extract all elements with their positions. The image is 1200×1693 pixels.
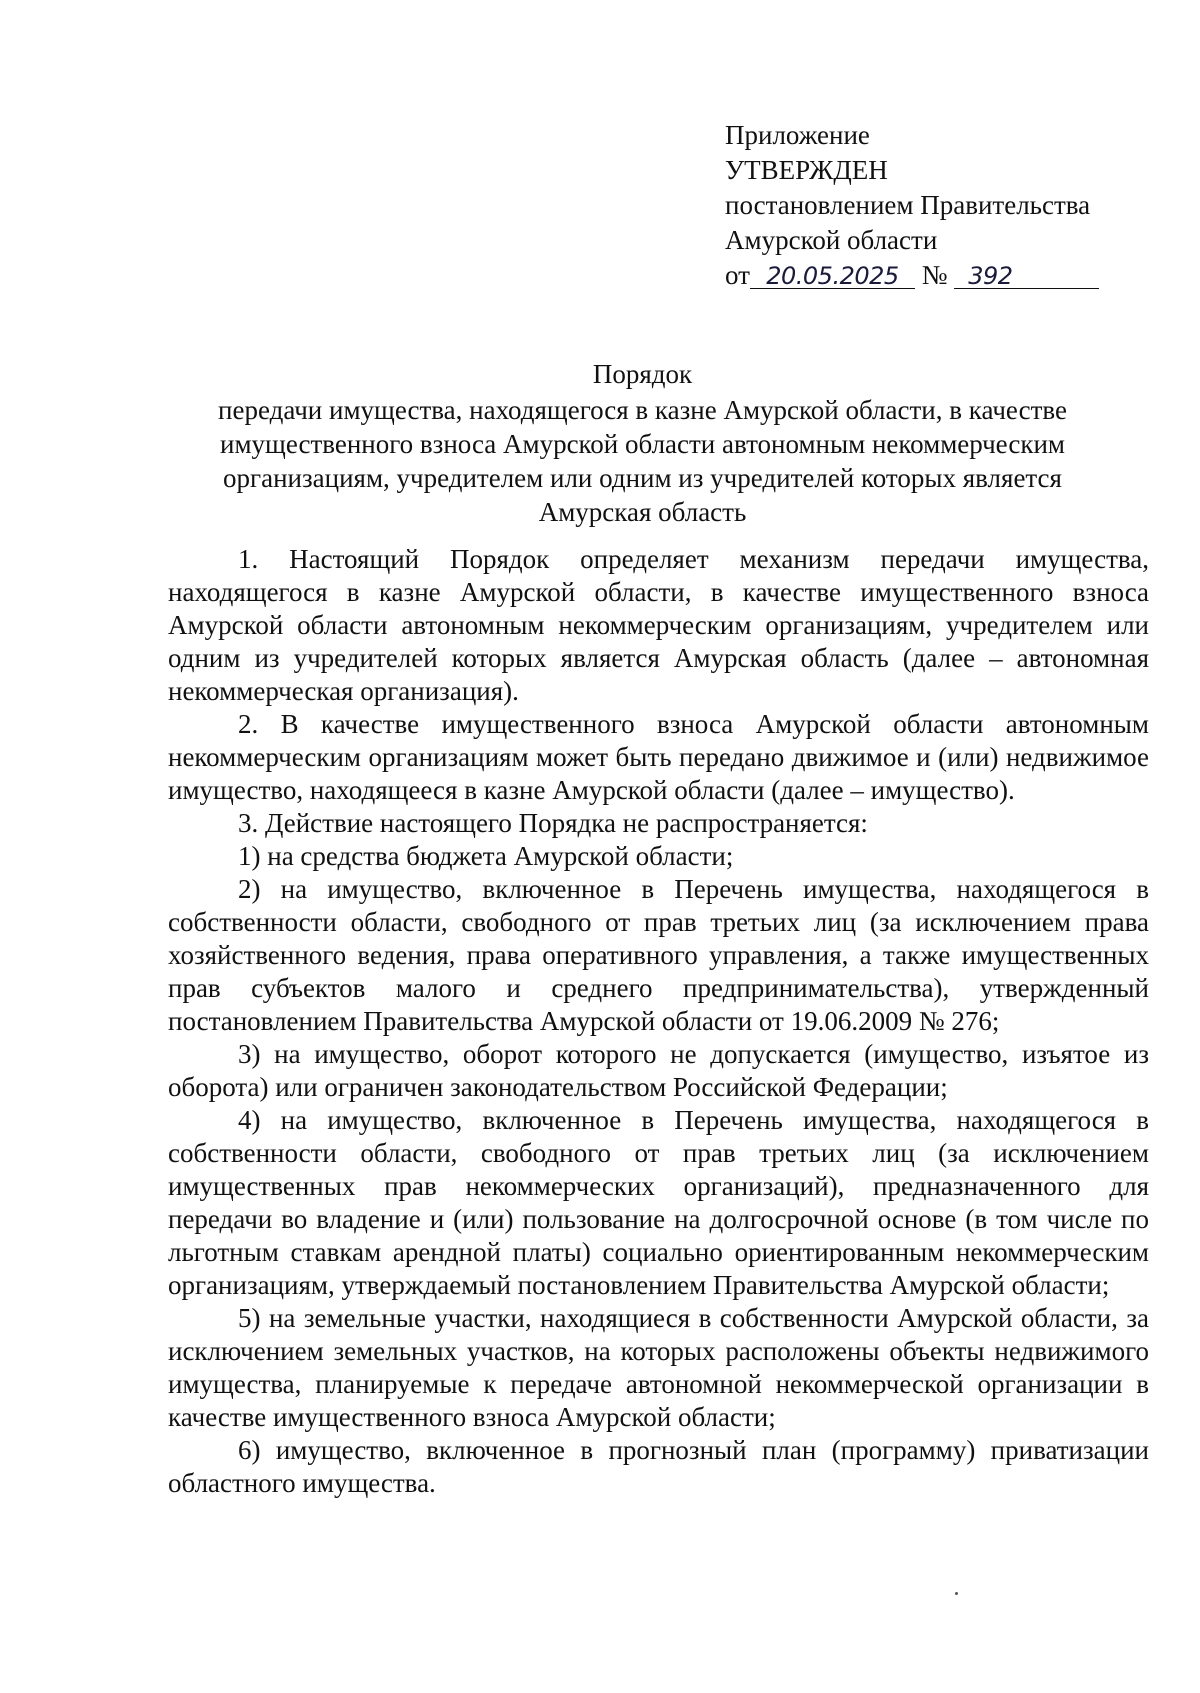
appendix-label: Приложение xyxy=(725,120,870,150)
paragraph-1: 1. Настоящий Порядок определяет механизм передачи имущества, находящегося в казне Амурской области, в качестве имущественного взноса Амурской области автономным некоммерческим организациям, учредителем или одним из учредителей которых является Амурская область (далее – автономная некоммерческая организация). xyxy=(168,544,1149,706)
list-item-5: 5) на земельные участки, находящиеся в собственности Амурской области, за исключением земельных участков, на которых расположены объекты недвижимого имущества, планируемые к передаче автономной некоммерческой организации в качестве имущественного взноса Амурской области; xyxy=(168,1303,1149,1432)
approval-stamp-block xyxy=(725,118,1145,293)
document-title xyxy=(170,357,1115,529)
title-subtitle-line: организациям, учредителем или одним из учредителей которых является xyxy=(223,463,1062,493)
list-item-6: 6) имущество, включенное в прогнозный план (программу) приватизации областного имущества. xyxy=(168,1435,1149,1498)
list-item-1: 1) на средства бюджета Амурской области; xyxy=(238,841,734,871)
decree-label: постановлением Правительства xyxy=(725,190,1091,220)
document-body xyxy=(168,543,1149,1500)
title-subtitle-line: Амурская область xyxy=(538,497,747,527)
paragraph-3: 3. Действие настоящего Порядка не распространяется: xyxy=(238,808,868,838)
scan-speck xyxy=(955,1592,958,1595)
paragraph-2: 2. В качестве имущественного взноса Амурской области автономным некоммерческим организациям может быть передано движимое и (или) недвижимое имущество, находящееся в казне Амурской области (далее – имущество). xyxy=(168,709,1149,805)
handwritten-number: 392 xyxy=(954,264,1099,289)
decree-date-number-line xyxy=(725,258,1145,293)
title-subtitle-line: имущественного взноса Амурской области автономным некоммерческим xyxy=(220,429,1065,459)
list-item-2: 2) на имущество, включенное в Перечень имущества, находящегося в собственности области, свободного от прав третьих лиц (за исключением права хозяйственного ведения, права оперативного управления, а также имущественных прав субъектов малого и среднего предпринимательства), утвержденный постановлением Правительства Амурской области от 19.06.2009 № 276; xyxy=(168,874,1149,1036)
region-label: Амурской области xyxy=(725,225,938,255)
list-item-3: 3) на имущество, оборот которого не допускается (имущество, изъятое из оборота) или ограничен законодательством Российской Федерации; xyxy=(168,1039,1149,1102)
number-label: № xyxy=(921,260,948,290)
from-label: от xyxy=(725,260,750,290)
approved-label: УТВЕРЖДЕН xyxy=(725,155,888,185)
title-heading: Порядок xyxy=(592,359,693,389)
title-subtitle-line: передачи имущества, находящегося в казне Амурской области, в качестве xyxy=(218,395,1067,425)
handwritten-date: 20.05.2025 xyxy=(750,264,915,289)
list-item-4: 4) на имущество, включенное в Перечень имущества, находящегося в собственности области, свободного от прав третьих лиц (за исключением имущественных прав некоммерческих организаций), предназначенного для передачи во владение и (или) пользование на долгосрочной основе (в том числе по льготным ставкам арендной платы) социально ориентированным некоммерческим организациям, утверждаемый постановлением Правительства Амурской области; xyxy=(168,1105,1149,1300)
